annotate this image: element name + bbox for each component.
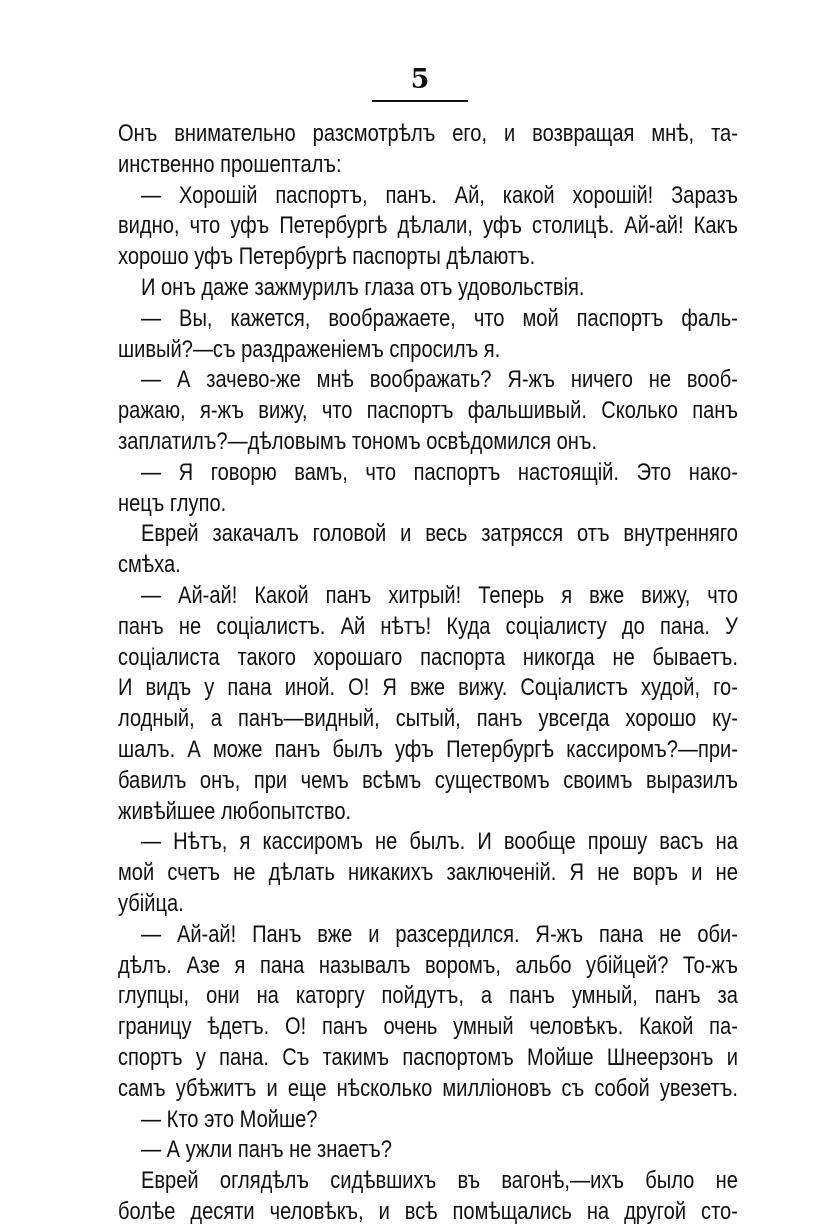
text-line: соціалиста такого хорошаго паспорта никогда не бываетъ. xyxy=(118,643,738,671)
text-line: — Хорошій паспортъ, панъ. Ай, какой хорошій! Заразъ xyxy=(140,181,738,209)
text-line: смѣха. xyxy=(118,551,181,579)
text-line: — А зачево-же мнѣ воображать? Я-жъ ничего не вооб- xyxy=(140,366,738,394)
text-line: хорошо уфъ Петербургѣ паспорты дѣлаютъ. xyxy=(118,243,536,271)
text-line: болѣе десяти человѣкъ, и всѣ помѣщались на другой сто- xyxy=(118,1197,738,1225)
body-text xyxy=(118,119,738,1228)
text-line: Онъ внимательно разсмотрѣлъ его, и возвращая мнѣ, та- xyxy=(118,120,738,147)
text-line: дѣлъ. Азе я пана называлъ воромъ, альбо убійцей? То-жъ xyxy=(118,951,738,979)
text-line: спортъ у пана. Съ такимъ паспортомъ Мойше Шнеерзонъ и xyxy=(118,1043,738,1071)
text-line: Еврей оглядѣлъ сидѣвшихъ въ вагонѣ,—ихъ было не xyxy=(140,1167,738,1195)
text-line: — Кто это Мойше? xyxy=(140,1105,318,1133)
text-line: живѣйшее любопытство. xyxy=(118,797,352,825)
text-line: шалъ. А може панъ былъ уфъ Петербургѣ кассиромъ?—при- xyxy=(118,735,738,763)
text-line: убійца. xyxy=(118,889,184,917)
text-line: И онъ даже зажмурилъ глаза отъ удовольствія. xyxy=(140,273,585,301)
page-number: 5 xyxy=(410,64,430,95)
text-line: заплатилъ?—дѣловымъ тономъ освѣдомился онъ. xyxy=(118,427,598,455)
text-line: самъ убѣжитъ и еще нѣсколько милліоновъ съ собой увезетъ. xyxy=(118,1074,738,1102)
text-line: шивый?—съ раздраженіемъ спросилъ я. xyxy=(118,335,501,363)
text-line: границу ѣдетъ. О! панъ очень умный человѣкъ. Какой па- xyxy=(118,1013,738,1041)
text-line: — Я говорю вамъ, что паспортъ настоящій. Это нако- xyxy=(140,458,738,486)
text-line: глупцы, они на каторгу пойдутъ, а панъ умный, панъ за xyxy=(118,982,738,1010)
text-line: — А ужли панъ не знаетъ? xyxy=(140,1136,392,1164)
text-line: Еврей закачалъ головой и весь затрясся отъ внутренняго xyxy=(140,520,738,548)
text-line: бавилъ онъ, при чемъ всѣмъ существомъ своимъ выразилъ xyxy=(118,766,738,794)
header-rule xyxy=(372,100,468,102)
text-line: нецъ глупо. xyxy=(118,489,227,517)
text-line: — Ай-ай! Панъ вже и разсердился. Я-жъ пана не оби- xyxy=(140,920,738,948)
text-line: — Нѣтъ, я кассиромъ не былъ. И вообще прошу васъ на xyxy=(140,828,738,856)
text-line: — Ай-ай! Какой панъ хитрый! Теперь я вже вижу, что xyxy=(140,581,738,609)
text-line: лодный, а панъ—видный, сытый, панъ увсегда хорошо ку- xyxy=(118,705,738,733)
text-line: панъ не соціалистъ. Ай нѣтъ! Куда соціалисту до пана. У xyxy=(118,612,738,640)
text-line: ражаю, я-жъ вижу, что паспортъ фальшивый. Сколько панъ xyxy=(118,397,738,425)
text-line: мой счетъ не дѣлать никакихъ заключеній. Я не воръ и не xyxy=(118,859,738,887)
text-line: инственно прошепталъ: xyxy=(118,150,342,178)
text-line: — Вы, кажется, воображаете, что мой паспортъ фаль- xyxy=(140,304,738,332)
text-line: видно, что уфъ Петербургѣ дѣлали, уфъ столицѣ. Ай-ай! Какъ xyxy=(118,212,738,240)
text-line: И видъ у пана иной. О! Я вже вижу. Соціалистъ худой, го- xyxy=(118,674,738,702)
